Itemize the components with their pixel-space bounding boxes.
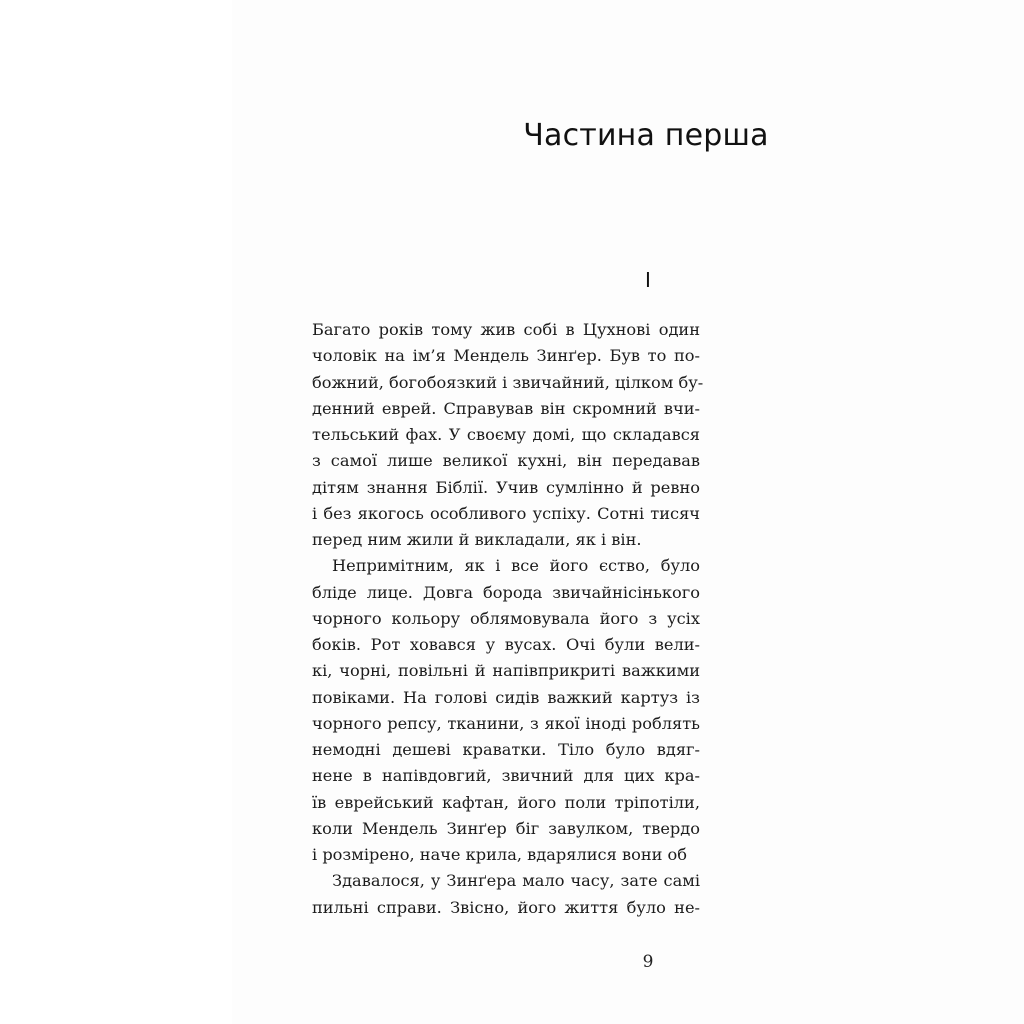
text-line: чорного репсу, тканини, з якої іноді роблять <box>312 713 700 733</box>
text-line: тельський фах. У своєму домі, що складався <box>312 425 700 444</box>
part-title: Частина перша <box>523 118 769 153</box>
text-line: кі, чорні, повільні й напівприкриті важкими <box>312 661 700 681</box>
text-line: їв еврейський кафтан, його поли тріпотіли, <box>312 792 700 812</box>
page-number: 9 <box>642 952 654 972</box>
text-line: бліде лице. Довга борода звичайнісінького <box>312 582 700 602</box>
text-line: Багато років тому жив собі в Цухнові один <box>312 320 700 339</box>
text-line: і розмірено, наче крила, вдарялися вони об <box>312 845 688 864</box>
text-line: і без якогось особливого успіху. Сотні тисяч <box>312 503 700 523</box>
paragraph <box>312 553 700 868</box>
text-line: Непримітним, як і все його єство, було <box>332 556 700 576</box>
text-line: з самої лише великої кухні, він передавав <box>312 451 700 471</box>
text-line: чоловік на ім’я Мендель Зинґер. Був то по- <box>312 346 700 366</box>
paragraph <box>312 868 700 921</box>
text-line: немодні дешеві краватки. Тіло було вдяг- <box>312 740 700 759</box>
text-line: Здавалося, у Зинґера мало часу, зате самі <box>332 871 700 891</box>
book-page <box>232 0 1024 1024</box>
text-line: дітям знання Біблії. Учив сумлінно й ревно <box>312 477 700 497</box>
paragraph <box>312 317 704 553</box>
text-line: чорного кольору облямовувала його з усіх <box>312 608 700 628</box>
text-line: повіками. На голові сидів важкий картуз із <box>312 687 700 707</box>
text-line: пильні справи. Звісно, його життя було не- <box>312 897 700 917</box>
body-text <box>312 317 704 921</box>
text-line: перед ним жили й викладали, як і він. <box>312 530 642 549</box>
text-line: нене в напівдовгий, звичний для цих кра- <box>312 766 700 786</box>
chapter-number: I <box>645 268 651 292</box>
text-line: божний, богобоязкий і звичайний, цілком бу- <box>312 372 704 392</box>
text-line: коли Мендель Зинґер біг завулком, твердо <box>312 818 700 838</box>
text-line: боків. Рот ховався у вусах. Очі були вели- <box>312 635 700 654</box>
text-line: денний еврей. Справував він скромний вчи- <box>312 398 700 418</box>
